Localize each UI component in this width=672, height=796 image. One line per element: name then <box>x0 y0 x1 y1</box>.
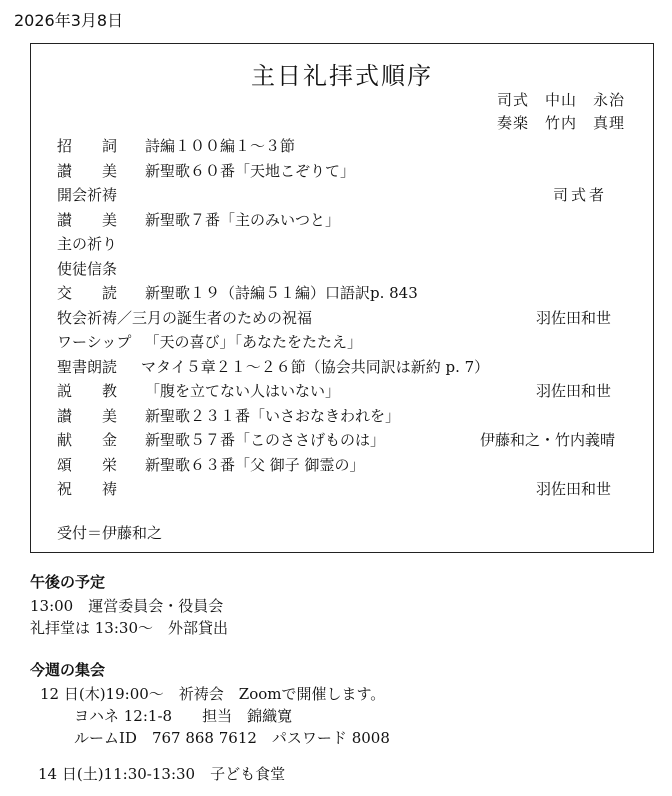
item-content: マタイ５章２１～２６節（協会共同訳は新約 p. 7） <box>141 357 490 376</box>
program-item <box>57 379 635 404</box>
item-label: 開会祈祷 <box>57 186 118 204</box>
program-item <box>57 159 635 184</box>
item-content: 「天の喜び」「あなたをたたえ」 <box>137 333 363 351</box>
item-content: 新聖歌７番「主のみいつと」 <box>145 210 341 229</box>
meeting-line: ヨハネ 12:1-8 担当 錦織寛 <box>74 707 293 725</box>
meeting-line: 12 日(木)19:00～ 祈祷会 Zoomで開催します。 <box>40 685 386 703</box>
program-item <box>57 453 635 478</box>
weekly-heading: 今週の集会 <box>30 661 106 679</box>
item-leader: 司式者 <box>552 186 607 204</box>
bulletin-date: 2026年3月8日 <box>14 11 124 30</box>
item-content: 新聖歌２３１番「いさおなきわれを」 <box>145 406 401 425</box>
item-label: 主の祈り <box>57 235 118 253</box>
program-item <box>57 232 635 257</box>
item-content: 新聖歌５７番「このささげものは」 <box>145 431 386 449</box>
item-content: 新聖歌６３番「父 御子 御霊の」 <box>145 455 365 474</box>
program-item <box>57 306 635 331</box>
organist-line: 奏楽 竹内 真理 <box>496 114 625 132</box>
meeting-line: ルームID 767 868 7612 パスワード 8008 <box>74 729 390 747</box>
program-title: 主日礼拝式順序 <box>251 62 433 90</box>
item-label: 讃 美 <box>57 406 118 425</box>
program-item <box>57 355 635 380</box>
item-label: 説 教 <box>57 382 118 400</box>
reception-note: 受付＝伊藤和之 <box>57 524 163 542</box>
program-item <box>57 330 635 355</box>
item-label: 交 読 <box>57 284 118 302</box>
item-label: 牧会祈祷／三月の誕生者のための祝福 <box>57 308 313 327</box>
item-label: 聖書朗読 <box>57 357 118 376</box>
program-item <box>57 208 635 233</box>
item-label: 使徒信条 <box>57 259 118 278</box>
item-leader: 羽佐田和世 <box>535 382 611 400</box>
afternoon-heading: 午後の予定 <box>30 573 106 591</box>
item-label: 讃 美 <box>57 161 118 180</box>
item-content: 新聖歌１９（詩編５１編）口語訳p. 843 <box>145 284 418 302</box>
item-label: 招 詞 <box>57 137 118 155</box>
officiant-line: 司式 中山 永治 <box>496 91 625 109</box>
afternoon-line: 13:00 運営委員会・役員会 <box>30 597 224 615</box>
program-item <box>57 257 635 282</box>
program-item <box>57 281 635 306</box>
item-leader: 伊藤和之・竹内義晴 <box>479 431 615 449</box>
program-item <box>57 404 635 429</box>
item-label: 祝 祷 <box>57 480 118 498</box>
program-item <box>57 428 635 453</box>
program-item <box>57 477 635 502</box>
item-content: 「腹を立てない人はいない」 <box>145 382 341 400</box>
afternoon-schedule <box>30 571 228 639</box>
item-label: ワーシップ <box>57 333 132 351</box>
item-leader: 羽佐田和世 <box>535 308 611 327</box>
program-items <box>57 134 635 502</box>
item-leader: 羽佐田和世 <box>535 480 611 498</box>
item-label: 頌 栄 <box>57 455 118 474</box>
item-content: 詩編１００編１～３節 <box>145 137 296 155</box>
weekly-meetings <box>30 659 390 785</box>
item-label: 讃 美 <box>57 210 118 229</box>
worship-program-box <box>30 43 654 553</box>
item-label: 献 金 <box>57 431 118 449</box>
afternoon-line: 礼拝堂は 13:30～ 外部貸出 <box>30 619 228 637</box>
item-content: 新聖歌６０番「天地こぞりて」 <box>145 161 356 180</box>
program-item <box>57 183 635 208</box>
program-item <box>57 134 635 159</box>
meeting-line: 14 日(土)11:30-13:30 子ども食堂 <box>38 765 286 783</box>
